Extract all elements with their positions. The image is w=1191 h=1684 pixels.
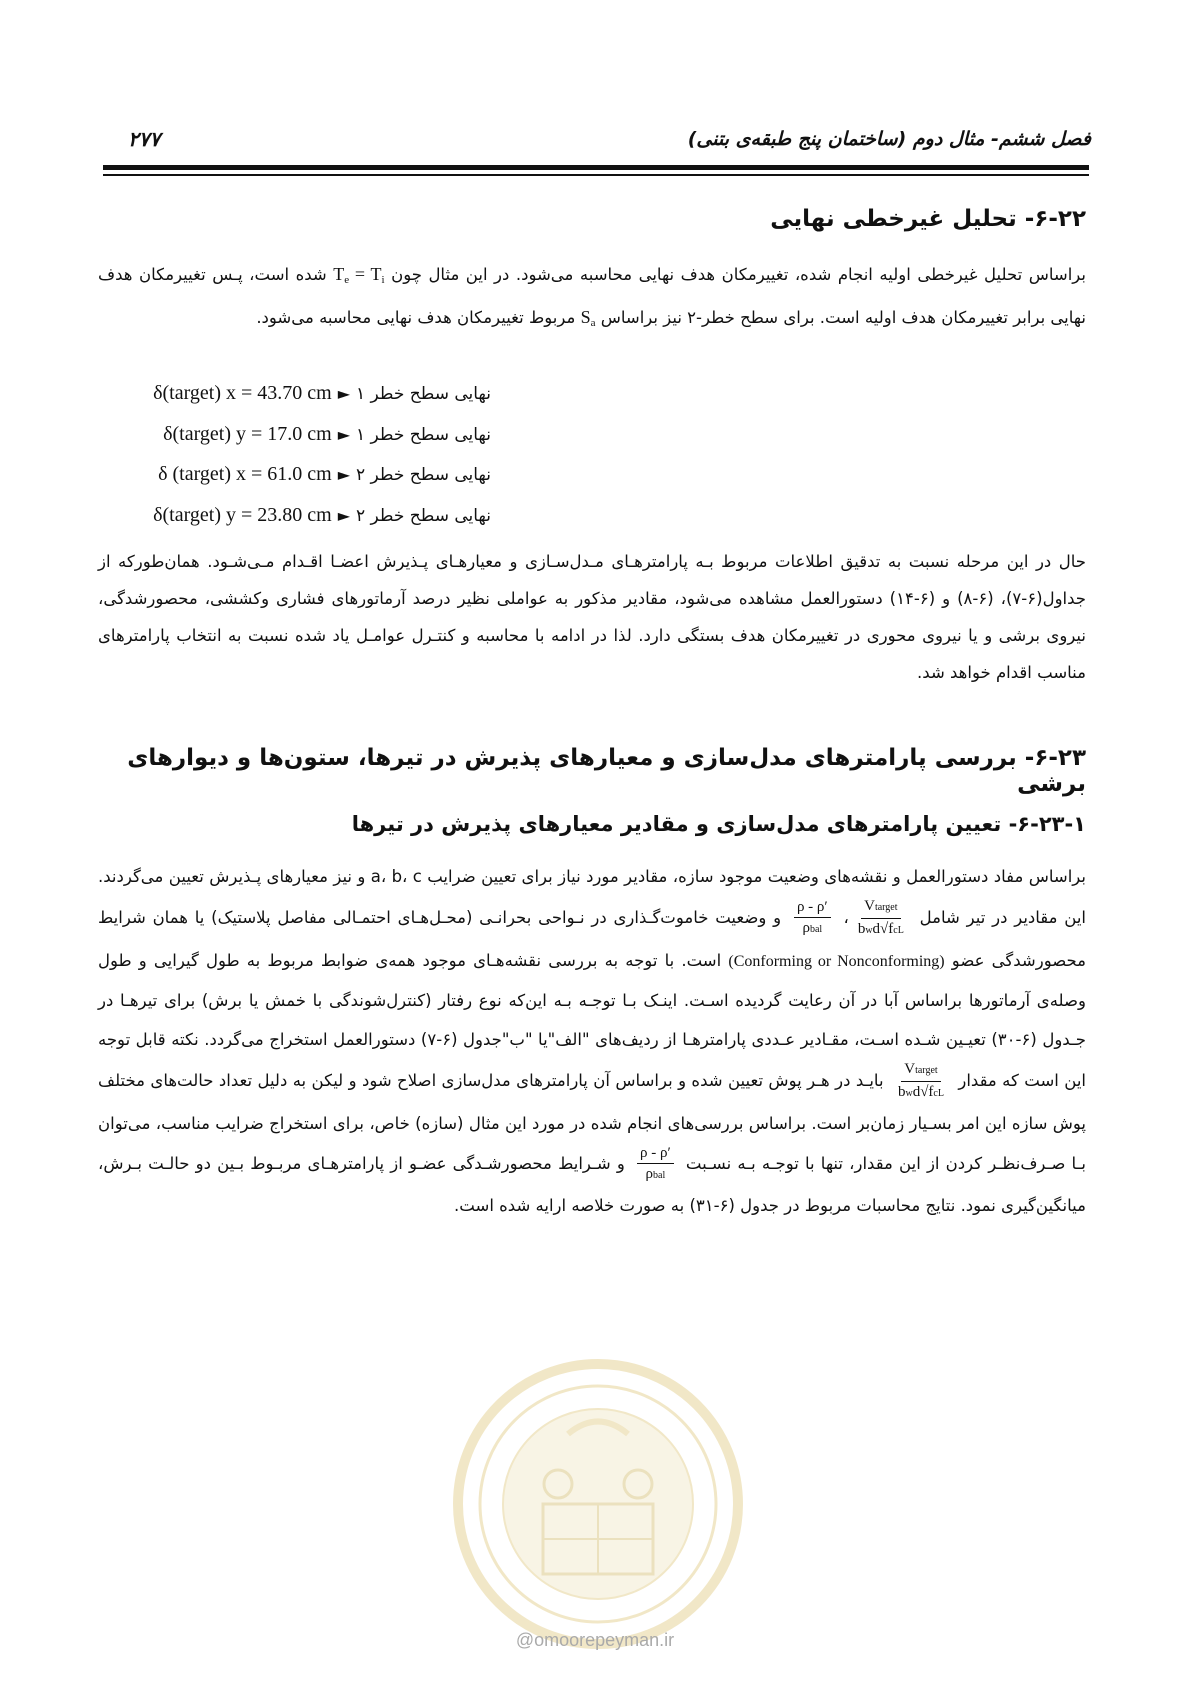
paragraph-23-1-beams: براساس مفاد دستورالعمل و نقشه‌های وضعیت موجود سازه، مقادیر مورد نیاز برای تعیین ضرایب a، b، c و نیز معیارهای پـذیرش تعیین می‌گردند. این مقادیر در تیر شامل $\frac{\text{Vtarget}}{\text{bwd√fcL}}$ ، $\frac{\rho - \rho'}{\text{ρbal}}$ و وضعیت خاموت‌گـذاری در نـواحی بحرانـی (محـل‌هـای احتمـالی مفاصل پلاستیک) یا همان شرایط محصورشدگی عضو (Conforming or Nonconforming) است. با توجه به بررسی نقشه‌هـای موجود همه‌ی ضوابط مربوط به طول گیرایی و طول وصله‌ی آرماتورها براساس آبا در آن رعایت گردیده اسـت. اینـک بـا توجـه بـه این‌که نوع رفتار (کنترل‌شوندگی با خمش یا برش) برای تیرهـا در جـدول (۶-۳۰) تعیـین شـده اسـت، مقـادیر عـددی پارامترهـا از ردیف‌های "الف"یا "ب"جدول (۶-۷) دستورالعمل استخراج می‌گردد. نکته قابل توجه این است که مقدار $\frac{\text{Vtarget}}{\text{bwd√fcL}}$ بایـد در هـر پوش تعیین شده و براساس آن پارامترهای مدل‌سازی اصلاح شود و لیکن به دلیل تعداد حالت‌های مختلف پوش سازه این امر بسـیار زمان‌بر است. براساس بررسی‌های انجام شده در مورد این مثال (سازه) خاص، برای استخراج ضرایب مناسب، می‌توان بـا صـرف‌نظـر کردن از این مقدار، تنها با توجـه بـه نسـبت $\frac{\rho - \rho'}{\text{ρbal}}$ و شـرایط محصورشـدگی عضـو از پارامترهـای مربـوط بـین دو حالـت بـرش، میانگین‌گیری نمود. نتایج محاسبات مربوط در جدول (۶-۳۱) به صورت خلاصه ارایه شده است. bbox=[98, 867, 1087, 1215]
formula-v-target-ratio: $\frac{\text{Vtarget}}{\text{bwd√fcL}}$ bbox=[857, 898, 904, 937]
triangle-bullet-icon: ► bbox=[337, 425, 350, 444]
section-heading-23 bbox=[86, 745, 1086, 797]
formula-v-target-ratio-2: $\frac{\text{Vtarget}}{\text{bwd√fcL}}$ bbox=[897, 1061, 944, 1100]
triangle-bullet-icon: ► bbox=[337, 506, 350, 525]
target-displacement-2 bbox=[163, 423, 491, 446]
text: شده است، پـس تغییرمکان هدف نهایی برابر تغییرمکان هدف اولیه است. برای سطح خطر-۲ نیز براساس bbox=[98, 265, 1086, 327]
header-rule-thick bbox=[103, 165, 1089, 170]
watermark-seal bbox=[448, 1354, 748, 1654]
paragraph-22-refinement bbox=[98, 543, 1086, 691]
text: است. با توجه به بررسی نقشه‌هـای موجود همه‌ی ضوابط مربوط به طول گیرایی و طول وصله‌ی آرماتورها براساس آبا در آن رعایت گردیده اسـت. اینـک بـا توجـه بـه این‌که نوع رفتار (کنترل‌شوندگی با خمش یا برش) برای تیرهـا در جـدول (۶-۳۰) تعیـین شـده اسـت، مقـادیر عـددی پارامترهـا از ردیف‌های "الف"یا "ب"جدول (۶-۷) دستورالعمل استخراج می‌گردد. نکته قابل توجه این است که مقدار bbox=[98, 951, 1087, 1090]
subheading-text: ۶-۲۳-۱- تعیین پارامترهای مدل‌سازی و مقادیر معیارهای پذیرش در تیرها bbox=[351, 812, 1086, 836]
text: و وضعیت خاموت‌گـذاری در نـواحی بحرانـی (محـل‌هـای احتمـالی مفاصل پلاستیک) یا همان شرایط محصورشدگی عضو bbox=[98, 908, 1087, 970]
bullet-value: δ(target) y = 23.80 cm bbox=[153, 504, 332, 526]
text: حال در این مرحله نسبت به تدقیق اطلاعات مربوط بـه پارامترهـای مـدل‌سـازی و معیارهـای پـذیرش اعضـا اقـدام مـی‌شـود. همان‌طورکه از جداول(۶-۷)، (۶-۸) و (۶-۱۴) دستورالعمل مشاهده می‌شود، مقادیر مذکور به عواملی نظیر درصد آرماتورهای فشاری وکششی، محصورشدگی، نیروی برشی و یا نیروی محوری در تغییرمکان هدف بستگی دارد. لذا در ادامه با محاسبه و کنتـرل عوامـل یاد شده نسبت به انتخاب پارامترهای مناسب اقدام خواهد شد. bbox=[98, 552, 1086, 682]
formula-rho-ratio: $\frac{\rho - \rho'}{\text{ρbal}}$ bbox=[794, 897, 831, 940]
bullet-label: نهایی سطح خطر ۲ bbox=[356, 505, 491, 526]
bullet-label: نهایی سطح خطر ۲ bbox=[356, 464, 491, 485]
text: بایـد در هـر پوش تعیین شده و براساس آن پارامترهای مدل‌سازی اصلاح شود و لیکن به دلیل تعداد حالت‌های مختلف پوش سازه این امر بسـیار زمان‌بر است. براساس بررسی‌های انجام شده در مورد این مثال (سازه) خاص، برای استخراج ضرایب مناسب، می‌توان بـا صـرف‌نظـر کردن از این مقدار، تنها با توجـه بـه نسـبت bbox=[98, 1071, 1086, 1173]
bullet-value: δ(target) x = 43.70 cm bbox=[153, 382, 332, 404]
triangle-bullet-icon: ► bbox=[337, 384, 350, 403]
section-heading-22 bbox=[186, 206, 1086, 232]
heading-text: ۶-۲۲- تحلیل غیرخطی نهایی bbox=[770, 206, 1086, 232]
bullet-value: δ (target) x = 61.0 cm bbox=[158, 463, 332, 485]
bullet-value: δ(target) y = 17.0 cm bbox=[163, 423, 332, 445]
watermark-site: @omoorepeyman.ir bbox=[515, 1630, 675, 1650]
subsection-heading-23-1 bbox=[186, 812, 1086, 836]
chapter-title: فصل ششم- مثال دوم (ساختمان پنج طبقه‌ی بتنی) bbox=[687, 128, 1091, 150]
heading-text: ۶-۲۳- بررسی پارامترهای مدل‌سازی و معیارهای پذیرش در تیرها، ستون‌ها و دیوارهای برشی bbox=[127, 745, 1086, 797]
equation-te-ti: $T_e = T_i$ bbox=[333, 264, 385, 286]
text: براساس مفاد دستورالعمل و نقشه‌های وضعیت موجود سازه، مقادیر مورد نیاز برای تعیین ضرایب a، b، c و نیز معیارهای پـذیرش تعیین می‌گردند. این مقادیر در تیر شامل bbox=[98, 867, 1087, 927]
text: مربوط تغییرمکان هدف نهایی محاسبه می‌شود. bbox=[256, 308, 576, 327]
header-rule-thin bbox=[103, 174, 1089, 176]
triangle-bullet-icon: ► bbox=[337, 465, 350, 484]
seal-graphic bbox=[448, 1354, 748, 1654]
target-displacement-1 bbox=[153, 382, 491, 405]
target-displacement-3 bbox=[158, 463, 491, 486]
paragraph-22-intro bbox=[98, 256, 1086, 342]
bullet-label: نهایی سطح خطر ۱ bbox=[356, 424, 491, 445]
equation-sa: $S_a$ bbox=[580, 307, 596, 329]
bullet-label: نهایی سطح خطر ۱ bbox=[356, 383, 491, 404]
formula-rho-ratio-2: $\frac{\rho - \rho'}{\text{ρbal}}$ bbox=[637, 1143, 674, 1186]
target-displacement-4 bbox=[153, 504, 491, 527]
page-number: ۲۷۷ bbox=[128, 127, 161, 151]
text: براساس تحلیل غیرخطی اولیه انجام شده، تغییرمکان هدف نهایی محاسبه می‌شود. در این مثال چون bbox=[391, 265, 1086, 284]
conforming-term: (Conforming or Nonconforming) bbox=[728, 953, 945, 970]
text: و شـرایط محصورشـدگی عضـو از پارامترهـای مربـوط بـین دو حالـت بـرش، میانگین‌گیری نمود. نتایج محاسبات مربوط در جدول (۶-۳۱) به صورت خلاصه ارایه شده است. bbox=[98, 1154, 1086, 1215]
